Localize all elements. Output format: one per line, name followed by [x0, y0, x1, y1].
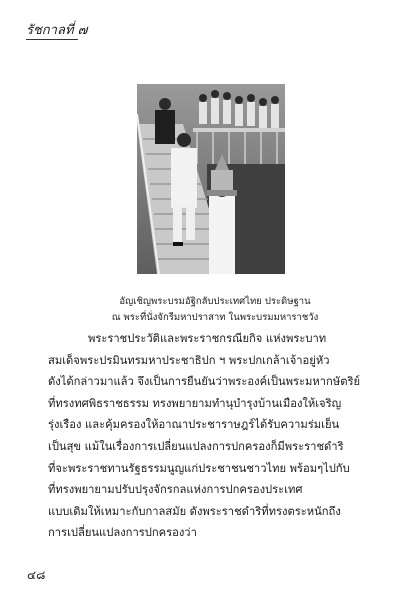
body-line: รุ่งเรือง และคุ้มครองให้อาณาประชาราษฎร์ได้รับความร่มเย็น [48, 418, 340, 432]
body-line: การเปลี่ยนแปลงการปกครองว่า [48, 526, 197, 540]
body-line: ที่จะพระราชทานรัฐธรรมนูญแก่ประชาชนชาวไทย พร้อมๆไปกับ [48, 461, 350, 475]
caption-line: ณ พระที่นั่งจักรีมหาปราสาท ในพระบรมมหาราชวัง [111, 312, 319, 323]
page-number: ๔๘ [27, 568, 46, 582]
body-line: ดังได้กล่าวมาแล้ว จึงเป็นการยืนยันว่าพระองค์เป็นพระมหากษัตริย์ [48, 375, 361, 389]
body-line: ที่ทรงทศพิธราชธรรม ทรงพยายามทำนุบำรุงบ้านเมืองให้เจริญ [48, 396, 342, 410]
body-line: ที่ทรงพยายามปรับปรุงจักรกลแห่งการปกครองประเทศ [48, 483, 303, 497]
chapter-header [26, 24, 87, 37]
ceremony-photo-illustration [137, 84, 285, 274]
chapter-title: รัชกาลที่ ๗ [26, 23, 88, 38]
caption-line: อัญเชิญพระบรมอัฐิกลับประเทศไทย ประดิษฐาน [119, 296, 311, 307]
body-line: แบบเดิมให้เหมาะกับกาลสมัย ดังพระราชดำริที่ทรงตระหนักถึง [48, 504, 341, 518]
body-line: สมเด็จพระปรมินทรมหาประชาธิปก ฯ พระปกเกล้าเจ้าอยู่หัว [48, 353, 330, 367]
photo-caption [90, 294, 340, 326]
body-line: เป็นสุข แม้ในเรื่องการเปลี่ยนแปลงการปกครองก็มีพระราชดำริ [48, 439, 344, 453]
body-paragraph [48, 328, 372, 544]
historical-photo [137, 84, 285, 274]
header-rule [26, 39, 78, 40]
body-line: พระราชประวัติและพระราชกรณียกิจ แห่งพระบาท [88, 332, 327, 345]
